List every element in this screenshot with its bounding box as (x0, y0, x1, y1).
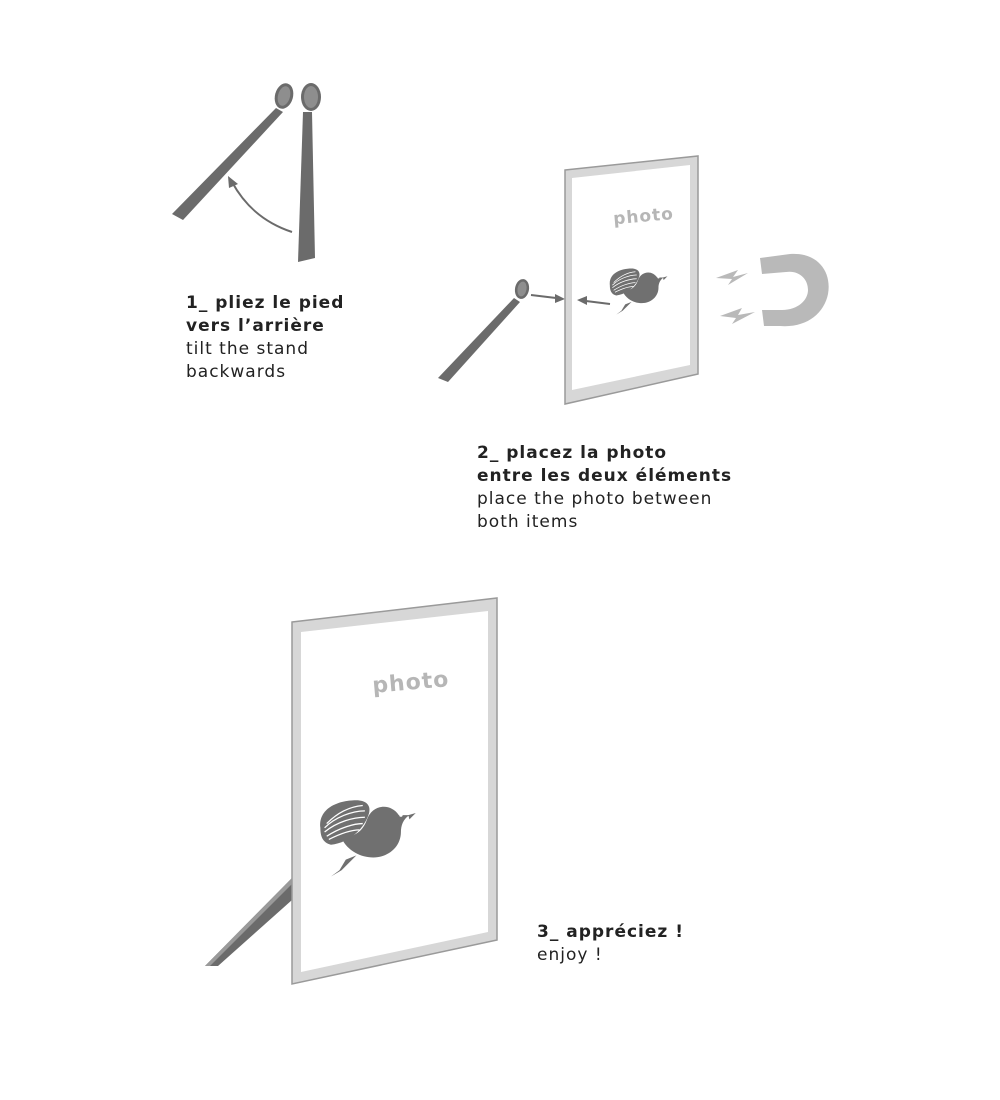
step2-subtitle-line1: place the photo between (477, 489, 713, 509)
step2-subtitle-line2: both items (477, 512, 579, 532)
stand-piece (438, 278, 531, 382)
step1-title-line1: 1_ pliez le pied (186, 293, 345, 313)
photo-label-small: photo (612, 204, 675, 230)
step3-subtitle-line1: enjoy ! (537, 945, 603, 965)
magnet-icon (716, 254, 829, 326)
step2-caption (477, 442, 732, 534)
step2-title-line1: 2_ placez la photo (477, 443, 668, 463)
step3-title-line1: 3_ appréciez ! (537, 922, 684, 942)
tilt-arrowhead (228, 176, 238, 188)
step1-subtitle-line2: backwards (186, 362, 287, 382)
photo-label-large: photo (371, 667, 451, 699)
step2-title-line2: entre les deux éléments (477, 466, 733, 486)
arrow-stand-to-photo (531, 295, 556, 298)
step3-illustration (205, 598, 497, 984)
step2-illustration (438, 156, 829, 404)
tilt-arrow (232, 182, 292, 232)
arrowhead-stand (555, 294, 565, 303)
photo-card-large (292, 598, 497, 984)
step1-caption (186, 292, 344, 384)
step3-caption (537, 921, 684, 967)
step1-title-line2: vers l’arrière (186, 316, 325, 336)
photo-card-small (565, 156, 698, 404)
step1-subtitle-line1: tilt the stand (186, 339, 309, 359)
upright-stand (298, 83, 321, 262)
tilted-stand (172, 81, 296, 220)
step1-illustration (172, 81, 321, 262)
